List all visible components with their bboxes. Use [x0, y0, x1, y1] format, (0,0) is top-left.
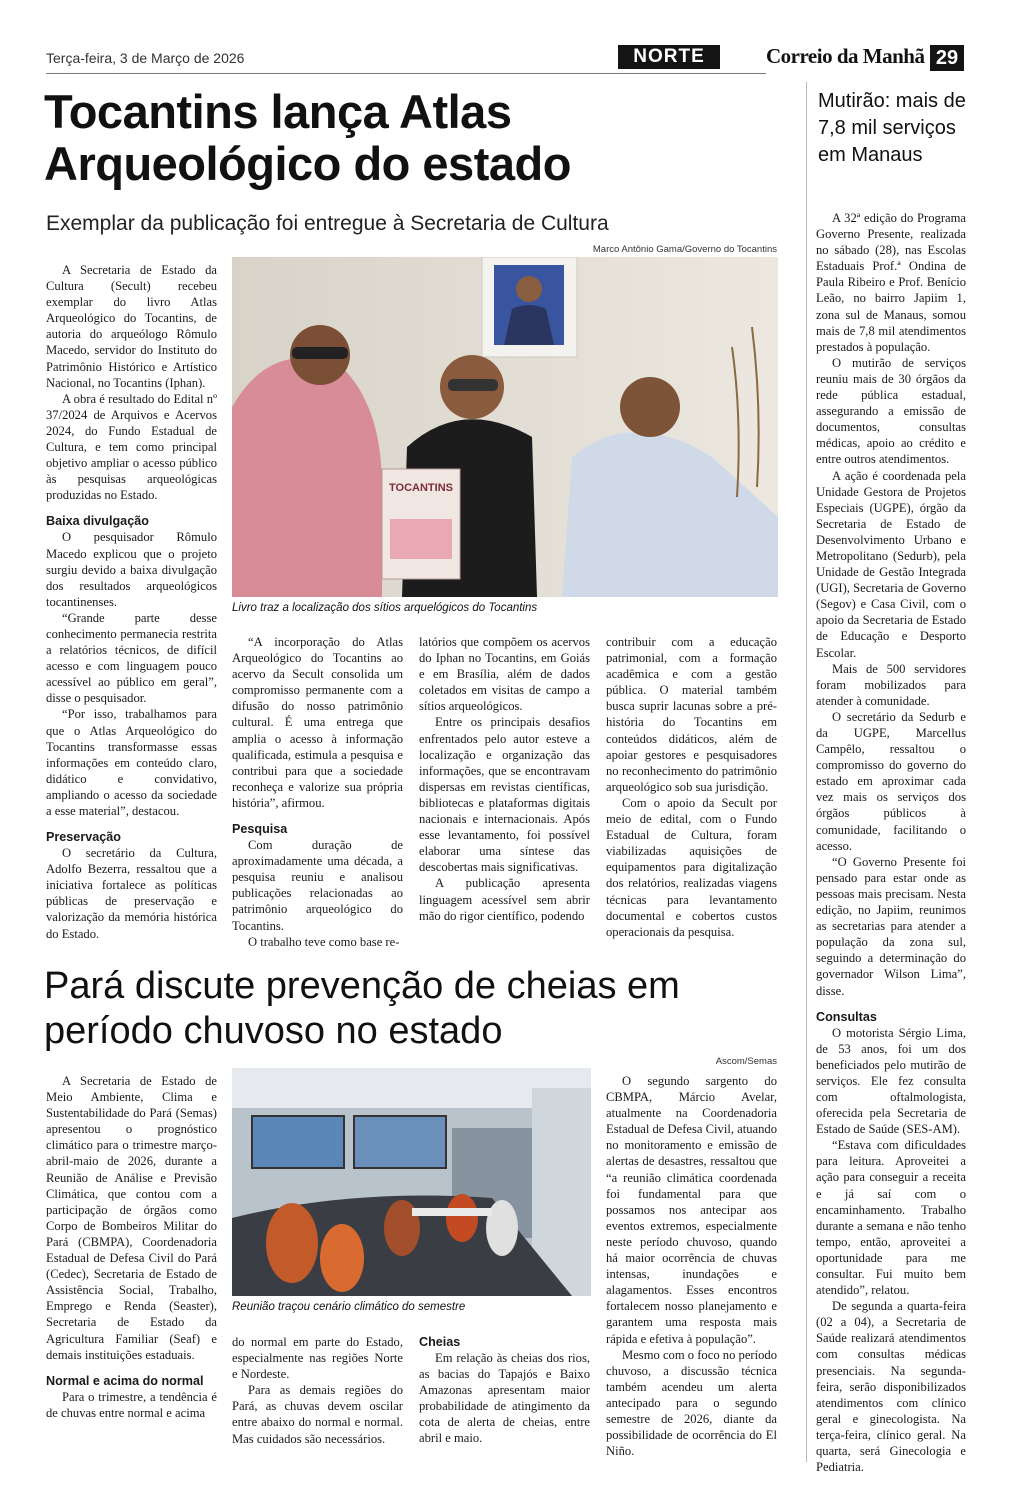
subhead: Pesquisa — [232, 822, 288, 837]
paragraph: Entre os principais desafios enfrentados pelo autor esteve a localização e organização das informações, que se encontravam dispersas em revistas científicas, bibliotecas e plataformas digitais nacionais e internacionais. Após esse levantamento, foi possível elaborar uma síntese das descobertas mais significativas. — [419, 715, 590, 875]
paragraph: A obra é resultado do Edital nº 37/2024 de Arquivos e Acervos 2024, do Fundo Estadual de Cultura, e tem como principal objetivo ampliar o acesso público às pesquisas arqueológicas produzidas no Estado. — [46, 391, 217, 503]
sidebar-divider — [806, 82, 807, 1462]
paragraph: “Por isso, trabalhamos para que o Atlas Arqueológico do Tocantins transformasse essas informações em conteúdo claro, didático e convidativo, ampliando o acesso da sociedade a esse material”, destacou. — [46, 707, 217, 818]
article2-column-1 — [46, 1073, 217, 1421]
subhead: Cheias — [419, 1335, 461, 1349]
subhead: Baixa divulgação — [46, 514, 149, 529]
sidebar-column — [816, 210, 966, 1475]
paragraph: O pesquisador Rômulo Macedo explicou que o projeto surgiu devido a baixa divulgação dos resultados arqueológicos tocantinenses. — [46, 530, 217, 609]
article1-photo-credit: Marco Antônio Gama/Governo do Tocantins — [592, 244, 777, 255]
paragraph: “O Governo Presente foi pensado para estar onde as pessoas mais precisam. Nesta edição, no Japiim, reunimos as secretarias para atender a população da zona sul, seguindo a determinação do governador Wilson Lima”, disse. — [816, 854, 966, 998]
paragraph: “Grande parte desse conhecimento permanecia restrita a relatórios técnicos, de difícil acesso e com linguagem pouco acessível ao público em geral”, disse o pesquisador. — [46, 610, 217, 706]
article1-subheadline: Exemplar da publicação foi entregue à Secretaria de Cultura — [46, 212, 609, 235]
article1-column-3 — [419, 634, 590, 924]
sidebar-headline: Mutirão: mais de 7,8 mil serviços em Manaus — [818, 90, 966, 166]
paragraph: A Secretaria de Estado da Cultura (Secult) recebeu exemplar do livro Atlas Arqueológico do Tocantins, de autoria do arqueólogo Rômulo Macedo, servidor do Instituto do Patrimônio Histórico e Artístico Nacional, no Tocantins (Iphan). — [46, 263, 217, 390]
article1-column-1 — [46, 262, 217, 942]
paragraph: Em relação às cheias dos rios, as bacias do Tapajós e Baixo Amazonas apresentam maior probabilidade de atingimento da cota de alerta de cheias, entre abril e maio. — [419, 1351, 590, 1446]
article1-column-4 — [606, 634, 777, 940]
paragraph: A 32ª edição do Programa Governo Presente, realizada no sábado (28), nas Escolas Estaduais Prof.ª Ondina de Paula Ribeiro e Prof. Benício Leão, no bairro Japiim 1, zona sul de Manaus, somou mais de 7,8 mil atendimentos prestados à população. — [816, 211, 966, 354]
paragraph: O segundo sargento do CBMPA, Márcio Avelar, atualmente na Coordenadoria Estadual de Defesa Civil, atuando no monitoramento e emissão de alertas de desastres, ressaltou que “a reunião climática coordenada foi fundamental para que possamos nos antecipar aos eventos extremos, especialmente neste período chuvoso, quando há maior ocorrência de chuvas intensas, inundações e alagamentos. Esses encontros fortalecem nosso planejamento e garantem uma resposta mais rápida e efetiva à população”. — [606, 1074, 778, 1346]
paragraph: A Secretaria de Estado de Meio Ambiente, Clima e Sustentabilidade do Pará (Semas) apresentou o prognóstico climático para o trimestre março-abril-maio de 2026, durante a Reunião de Análise e Previsão Climática, que contou com a participação de órgãos como Corpo de Bombeiros Militar do Pará (CBMPA), Coordenadoria Estadual de Defesa Civil do Pará (Cedec), Secretaria de Estado de Assistência Social, Trabalho, Emprego e Renda (Seaster), Secretaria de Estado da Agricultura Familiar (Seaf) e demais instituições estaduais. — [46, 1074, 217, 1362]
paragraph: Mais de 500 servidores foram mobilizados para atender à comunidade. — [816, 661, 966, 708]
paragraph: Mesmo com o foco no período chuvoso, a discussão técnica também acendeu um alerta antecipado para o segundo semestre de 2026, diante da possibilidade de ocorrência do El Niño. — [606, 1347, 777, 1459]
article1-headline: Tocantins lança Atlas Arqueológico do estado — [44, 85, 571, 190]
article2-photo-credit: Ascom/Semas — [715, 1056, 777, 1067]
paragraph: “Estava com dificuldades para leitura. Aproveitei a ação para conseguir a receita e já saí com o encaminhamento. Trabalho durante a semana e não tenho tempo, então, aproveitei a oportunidade para me consultar. Fui muito bem atendido”, relatou. — [816, 1138, 966, 1298]
article2-headline: Pará discute prevenção de cheias em período chuvoso no estado — [44, 965, 680, 1052]
article2-column-4 — [606, 1073, 777, 1459]
paragraph: A publicação apresenta linguagem acessível sem abrir mão do rigor científico, podendo — [419, 876, 590, 923]
paragraph: Para o trimestre, a tendência é de chuvas entre normal e acima — [46, 1389, 217, 1420]
paragraph: latórios que compõem os acervos do Iphan no Tocantins, em Goiás e em Brasília, além de dados coletados em visitas de campo a sítios arqueológicos. — [419, 635, 590, 714]
paragraph: O secretário da Sedurb e da UGPE, Marcellus Campêlo, ressaltou o compromisso do governo do estado em aproximar cada vez mais os serviços dos órgãos públicos à comunidade, facilitando o acesso. — [816, 709, 966, 853]
paragraph: O secretário da Cultura, Adolfo Bezerra, ressaltou que a iniciativa fortalece as políticas públicas de preservação e valorização da memória histórica do Estado. — [46, 846, 217, 941]
paragraph: Para as demais regiões do Pará, as chuvas devem oscilar entre abaixo do normal e normal. Mas cuidados são necessários. — [232, 1383, 403, 1446]
article1-column-2 — [232, 634, 403, 950]
paragraph: Com duração de aproximadamente uma década, a pesquisa reuniu e analisou publicações relacionadas ao patrimônio arqueológico do Tocantins. — [232, 838, 403, 933]
photo-book-title: TOCANTINS — [389, 482, 453, 494]
article1-photo-caption: Livro traz a localização dos sítios arquelógicos do Tocantins — [232, 602, 538, 614]
subhead: Normal e acima do normal — [46, 1373, 204, 1388]
paragraph: O trabalho teve como base re- — [248, 934, 400, 949]
paragraph: A ação é coordenada pela Unidade Gestora de Projetos Especiais (UGPE), órgão da Secretaria de Estado de Desenvolvimento Urbano e Metropolitano (Sedurb), pela Unidade de Gestão Integrada (UGI), Secretaria de Governo (Segov) e Casa Civil, com o apoio da Secretaria de Estado de Educação e Desporto Escolar. — [816, 468, 966, 660]
paragraph: “A incorporação do Atlas Arqueológico do Tocantins ao acervo da Secult consolida um compromisso permanente com a difusão do nosso patrimônio cultural. É uma entrega que amplia o acesso à informação qualificada, estimula a pesquisa e contribui para que a sociedade reconheça e valorize sua própria história”, afirmou. — [232, 635, 403, 810]
article1-photo — [232, 257, 778, 597]
header-rule — [46, 73, 766, 74]
article2-photo — [232, 1068, 591, 1296]
paragraph: do normal em parte do Estado, especialmente nas regiões Norte e Nordeste. — [232, 1335, 403, 1382]
subhead: Consultas — [816, 1009, 877, 1024]
paragraph: contribuir com a educação patrimonial, com a formação acadêmica e com a gestão pública. O material também busca suprir lacunas sobre a pré-história do Tocantins em conteúdos didáticos, além de apoiar gestores e pesquisadores no reconhecimento do patrimônio arqueológico sob sua jurisdição. — [606, 635, 777, 794]
paragraph: Com o apoio da Secult por meio de edital, com o Fundo Estadual de Cultura, foram viabilizadas aquisições de equipamentos para digitalização dos relatórios, realizadas viagens técnicas para levantamento documental e cobertos custos operacionais da pesquisa. — [606, 795, 777, 939]
page-number: 29 — [930, 45, 964, 71]
newspaper-brand: Correio da Manhã — [766, 44, 925, 68]
paragraph: O mutirão de serviços reuniu mais de 30 órgãos da rede pública estadual, assegurando a emissão de documentos, consultas médicas, apoio ao crédito e entre outros atendimentos. — [816, 355, 966, 467]
article2-photo-caption: Reunião traçou cenário climático do semestre — [232, 1301, 466, 1313]
issue-date: Terça-feira, 3 de Março de 2026 — [46, 50, 245, 66]
section-label: NORTE — [618, 45, 720, 69]
subhead: Preservação — [46, 830, 121, 845]
article2-column-2 — [232, 1334, 403, 1447]
paragraph: O motorista Sérgio Lima, de 53 anos, foi um dos beneficiados pelo mutirão de serviços. Ele fez consulta com oftalmologista, oferecida pela Secretaria de Estado de Saúde (SES-AM). — [816, 1025, 966, 1137]
paragraph: De segunda a quarta-feira (02 a 04), a Secretaria de Saúde realizará atendimentos com consultas médicas presenciais. Na segunda-feira, serão disponibilizados atendimentos com clínico geral e ginecologista. Na terça-feira, clínico geral. Na quarta, será Ginecologia e Pediatria. — [816, 1299, 966, 1475]
article2-column-3 — [419, 1334, 590, 1447]
